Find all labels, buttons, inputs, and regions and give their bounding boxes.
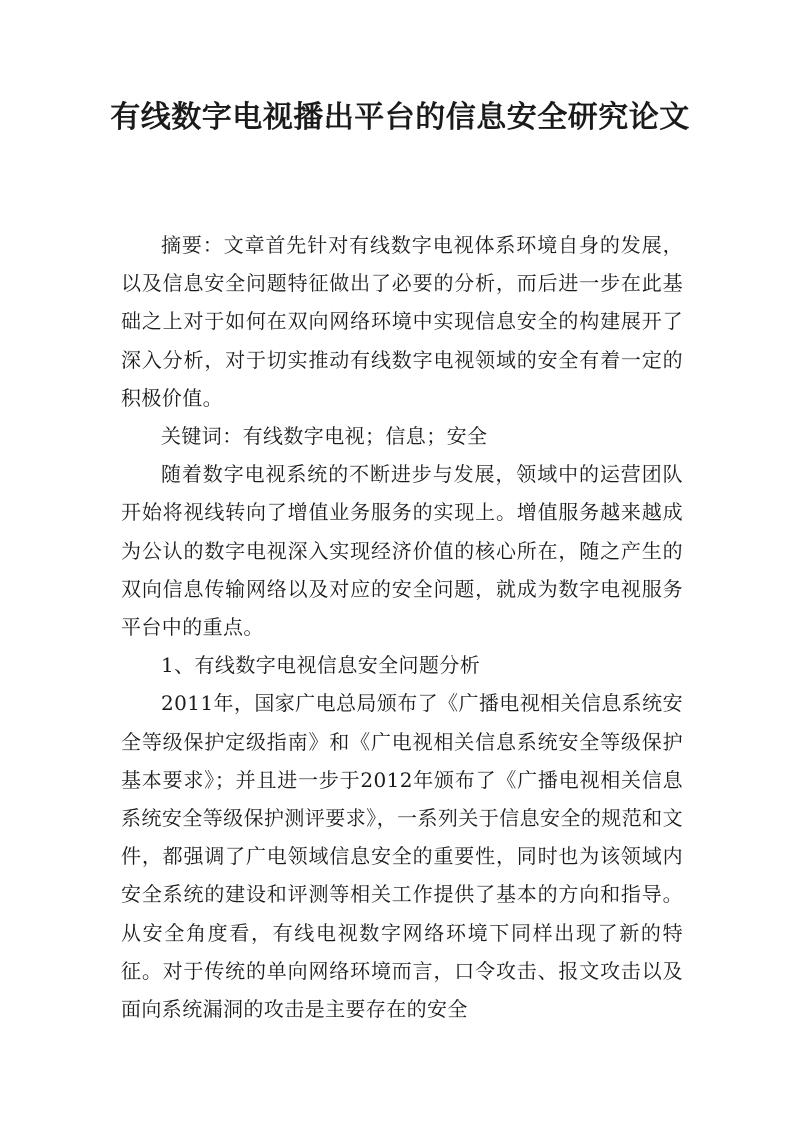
body-paragraph: 2011年，国家广电总局颁布了《广播电视相关信息系统安全等级保护定级指南》和《广电视相关信息系统安全等级保护基本要求》；并且进一步于2012年颁布了《广播电视相关信息系统安全等级保护测评要求》，一系列关于信息安全的规范和文件，都强调了广电领域信息安全的重要性，同时也为该领域内安全系统的建设和评测等相关工作提供了基本的方向和指导。从安全角度看，有线电视数字网络环境下同样出现了新的特征。对于传统的单向网络环境而言，口令攻击、报文攻击以及面向系统漏洞的攻击是主要存在的安全: [121, 691, 683, 1022]
intro-paragraph: 随着数字电视系统的不断进步与发展，领域中的运营团队开始将视线转向了增值业务服务的实现上。增值服务越来越成为公认的数字电视深入实现经济价值的核心所在，随之产生的双向信息传输网络以及对应的安全问题，就成为数字电视服务平台中的重点。: [121, 462, 683, 640]
document-title: 有线数字电视播出平台的信息安全研究论文: [110, 100, 690, 135]
document-body: [121, 226, 683, 1028]
keywords-paragraph: 关键词：有线数字电视；信息；安全: [161, 424, 488, 449]
section-heading: 1、有线数字电视信息安全问题分析: [161, 653, 481, 678]
abstract-paragraph: 摘要：文章首先针对有线数字电视体系环境自身的发展，以及信息安全问题特征做出了必要的分析，而后进一步在此基础之上对于如何在双向网络环境中实现信息安全的构建展开了深入分析，对于切实推动有线数字电视领域的安全有着一定的积极价值。: [121, 233, 683, 410]
